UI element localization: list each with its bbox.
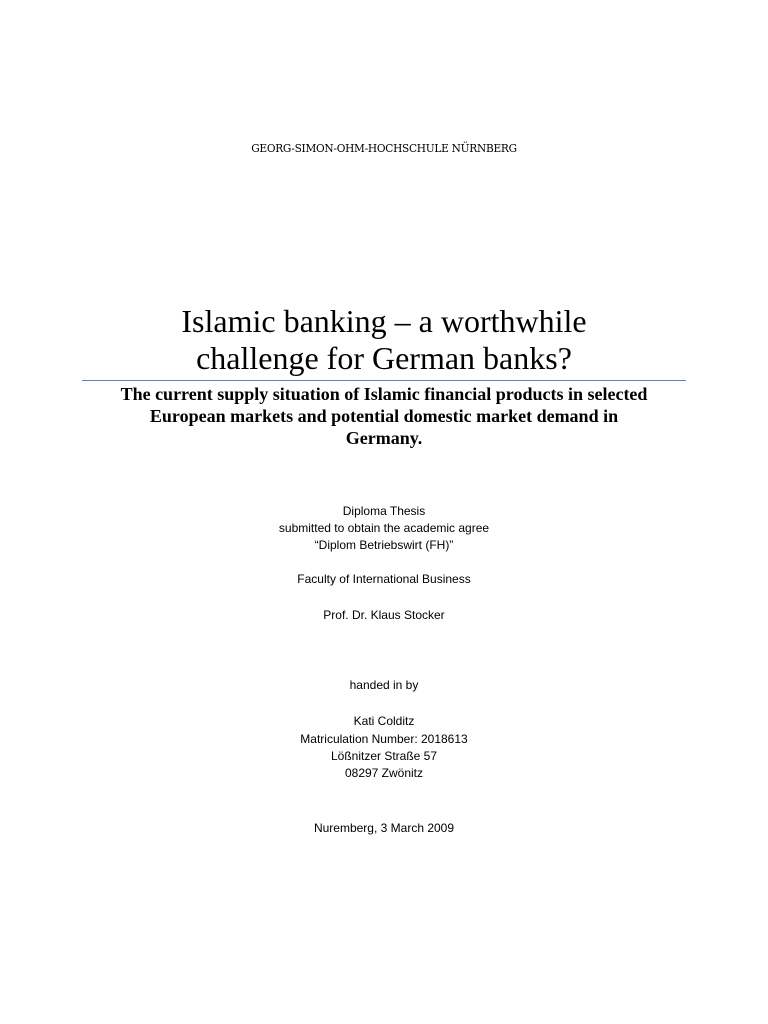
thesis-subtitle-line-3: Germany. xyxy=(345,428,423,448)
matriculation-number: Matriculation Number: 2018613 xyxy=(300,732,468,746)
supervisor: Prof. Dr. Klaus Stocker xyxy=(323,608,445,622)
handed-in-label: handed in by xyxy=(349,678,419,692)
thesis-title-line-1: Islamic banking – a worthwhile xyxy=(181,303,587,339)
thesis-purpose: submitted to obtain the academic agree xyxy=(278,521,490,535)
title-divider xyxy=(82,380,686,381)
thesis-title-line-2: challenge for German banks? xyxy=(196,340,572,376)
thesis-degree: “Diplom Betriebswirt (FH)” xyxy=(314,538,454,552)
institution-name: GEORG-SIMON-OHM-HOCHSCHULE NÜRNBERG xyxy=(251,141,517,155)
author-street: Lößnitzer Straße 57 xyxy=(330,749,438,763)
author-name: Kati Colditz xyxy=(353,714,415,728)
thesis-info xyxy=(0,503,768,554)
thesis-subtitle-line-2: European markets and potential domestic market demand in xyxy=(149,406,619,426)
thesis-type: Diploma Thesis xyxy=(342,504,426,518)
thesis-title xyxy=(0,303,768,377)
faculty: Faculty of International Business xyxy=(297,572,471,586)
thesis-subtitle xyxy=(70,383,698,449)
thesis-subtitle-line-1: The current supply situation of Islamic financial products in selected xyxy=(120,384,648,404)
author-city: 08297 Zwönitz xyxy=(344,766,424,780)
place-and-date: Nuremberg, 3 March 2009 xyxy=(313,821,455,835)
author-block xyxy=(0,713,768,782)
